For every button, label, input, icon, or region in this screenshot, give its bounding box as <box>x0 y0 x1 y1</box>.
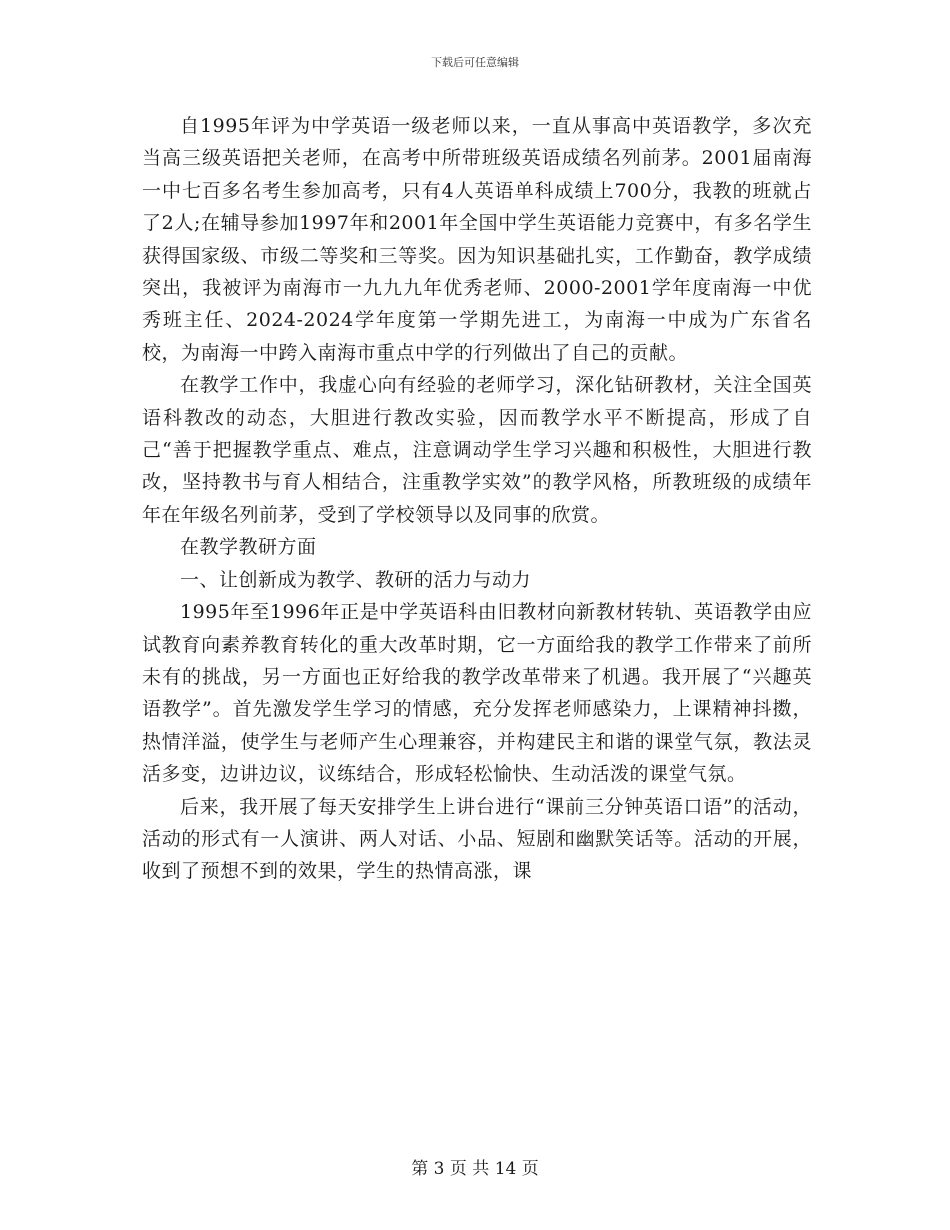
document-body <box>142 110 812 888</box>
page-number-footer: 第 3 页 共 14 页 <box>411 1159 539 1179</box>
section-heading-research: 在教学教研方面 <box>180 536 317 559</box>
subsection-heading-innovation: 一、让创新成为教学、教研的活力与动力 <box>180 568 532 591</box>
paragraph-teaching-achievements: 自1995年评为中学英语一级老师以来，一直从事高中英语教学，多次充当高三级英语把关老师，在高考中所带班级英语成绩名列前茅。2001届南海一中七百多名考生参加高考，只有4人英语单科成绩上700分，我教的班就占了2人;在辅导参加1997年和2001年全国中学生英语能力竞赛中，有多名学生获得国家级、市级二等奖和三等奖。因为知识基础扎实，工作勤奋，教学成绩突出，我被评为南海市一九九九年优秀老师、2000-2001学年度南海一中优秀班主任、2024-2024学年度第一学期先进工，为南海一中成为广东省名校，为南海一中跨入南海市重点中学的行列做出了自己的贡献。 <box>142 115 812 364</box>
page-header: 下载后可任意编辑 <box>431 56 519 69</box>
paragraph-reform-period: 1995年至1996年正是中学英语科由旧教材向新教材转轨、英语教学由应试教育向素养教育转化的重大改革时期，它一方面给我的教学工作带来了前所未有的挑战，另一方面也正好给我的教学改革带来了机遇。我开展了“兴趣英语教学”。首先激发学生学习的情感，充分发挥老师感染力，上课精神抖擞，热情洋溢，使学生与老师产生心理兼容，并构建民主和谐的课堂气氛，教法灵活多变，边讲边议，议练结合，形成轻松愉快、生动活泼的课堂气氛。 <box>142 601 812 786</box>
paragraph-oral-english-activity: 后来，我开展了每天安排学生上讲台进行“课前三分钟英语口语”的活动，活动的形式有一人演讲、两人对话、小品、短剧和幽默笑话等。活动的开展，收到了预想不到的效果，学生的热情高涨，课 <box>142 795 812 883</box>
paragraph-teaching-style: 在教学工作中，我虚心向有经验的老师学习，深化钻研教材，关注全国英语科教改的动态，大胆进行教改实验，因而教学水平不断提高，形成了自己“善于把握教学重点、难点，注意调动学生学习兴趣和积极性，大胆进行教改，坚持教书与育人相结合，注重教学实效”的教学风格，所教班级的成绩年年在年级名列前茅，受到了学校领导以及同事的欣赏。 <box>142 374 812 526</box>
